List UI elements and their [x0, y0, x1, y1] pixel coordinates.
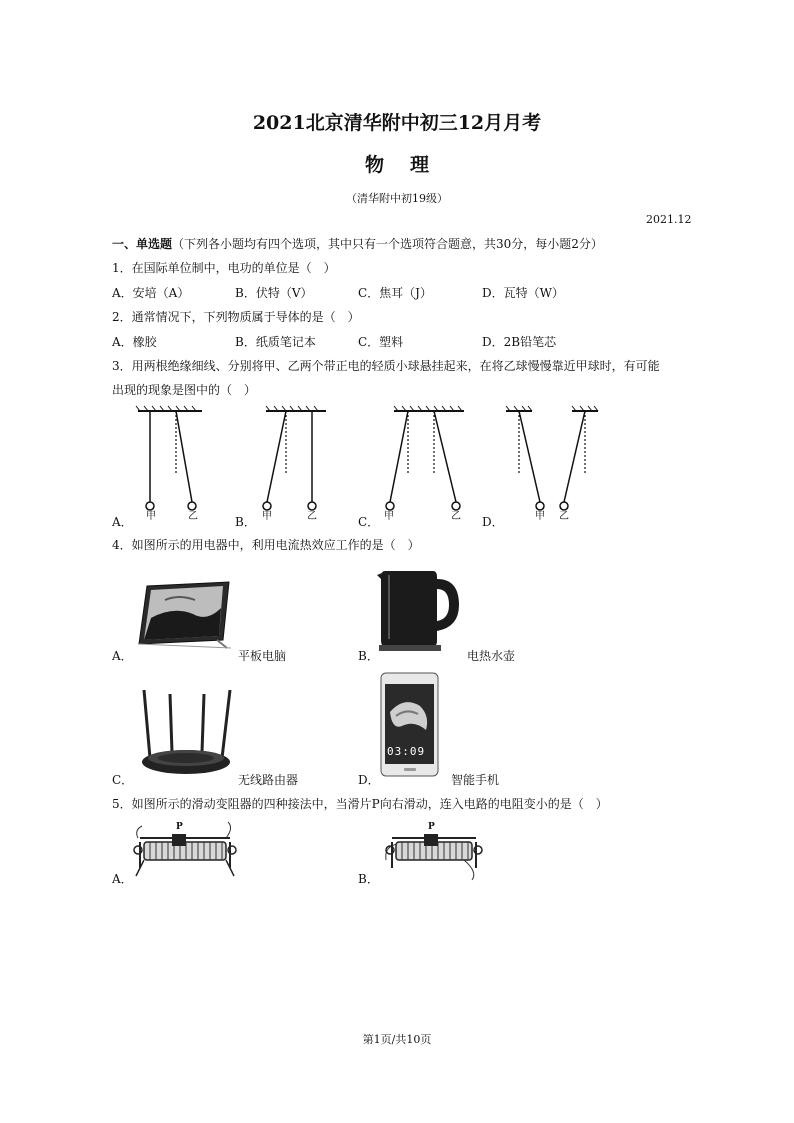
rheostat-b-slider-label: P [428, 822, 435, 832]
q2-option-d: D．2B铅笔芯 [482, 335, 557, 349]
q4-caption-c: 无线路由器 [238, 773, 299, 787]
q3-c-ball-yi-label: 乙 [451, 511, 461, 522]
exam-title: 2021北京清华附中初三12月月考 [252, 112, 542, 134]
q3-stem-line1: 3．用两根绝缘细线、分别将甲、乙两个带正电的轻质小球悬挂起来，在将乙球慢慢靠近甲球时，有可能 [112, 359, 660, 373]
q4-option-a: A． [112, 649, 133, 663]
q5-option-a: A． [112, 872, 133, 886]
q2-option-a: A．橡胶 [112, 335, 157, 349]
q5-option-b: B． [358, 872, 379, 886]
q5-stem: 5．如图所示的滑动变阻器的四种接法中，当滑片P向右滑动，连入电路的电阻变小的是（ ） [112, 797, 608, 811]
q3-option-d: D． [482, 515, 504, 529]
q3-figure-c [380, 405, 470, 523]
q2-option-b: B．纸质笔记本 [235, 335, 316, 349]
q1-option-a: A．安培（A） [112, 286, 190, 300]
section-title: 一、单选题 [112, 237, 173, 251]
q4-caption-b: 电热水壶 [467, 649, 516, 663]
tablet-image [135, 578, 235, 650]
rheostat-a-slider-label: P [176, 822, 183, 832]
q1-option-c: C．焦耳（J） [358, 286, 432, 300]
q3-c-ball-jia-label: 甲 [384, 511, 394, 522]
exam-date: 2021.12 [646, 213, 692, 226]
q3-figure-d [500, 405, 605, 523]
q1-stem: 1．在国际单位制中，电功的单位是（ ） [112, 261, 336, 275]
q3-a-ball-jia-label: 甲 [146, 511, 156, 522]
q4-stem: 4．如图所示的用电器中，利用电流热效应工作的是（ ） [112, 538, 420, 552]
q3-b-ball-jia-label: 甲 [262, 511, 272, 522]
rheostat-b-image [380, 820, 490, 882]
q1-option-b: B．伏特（V） [235, 286, 313, 300]
q3-stem-line2: 出现的现象是图中的（ ） [112, 383, 257, 397]
section-heading [112, 235, 603, 252]
q3-option-a: A． [112, 515, 133, 529]
q3-a-ball-yi-label: 乙 [188, 511, 198, 522]
kettle-image [375, 565, 465, 655]
grade-label: （清华附中初19级） [346, 192, 448, 205]
q3-option-c: C． [358, 515, 380, 529]
q4-option-d: D． [358, 773, 380, 787]
section-instruction: （下列各小题均有四个选项，其中只有一个选项符合题意，共30分，每小题2分） [172, 237, 603, 251]
q4-caption-a: 平板电脑 [238, 649, 287, 663]
router-image [132, 688, 237, 778]
q3-b-ball-yi-label: 乙 [307, 511, 317, 522]
q4-option-b: B． [358, 649, 379, 663]
q4-caption-d: 智能手机 [451, 773, 500, 787]
subject-title: 物理 [364, 154, 455, 176]
q1-option-d: D．瓦特（W） [482, 286, 564, 300]
smartphone-image [380, 672, 440, 778]
smartphone-time: 03:09 [387, 745, 426, 758]
q3-figure-a [130, 405, 210, 523]
q4-option-c: C． [112, 773, 134, 787]
q2-option-c: C．塑料 [358, 335, 404, 349]
q3-d-ball-yi-label: 乙 [559, 511, 569, 522]
q2-stem: 2．通常情况下，下列物质属于导体的是（ ） [112, 310, 360, 324]
page-number: 第1页/共10页 [362, 1033, 432, 1046]
q3-figure-b [250, 405, 330, 523]
q3-option-b: B． [235, 515, 256, 529]
rheostat-a-image [130, 820, 240, 882]
q3-d-ball-jia-label: 甲 [535, 511, 545, 522]
